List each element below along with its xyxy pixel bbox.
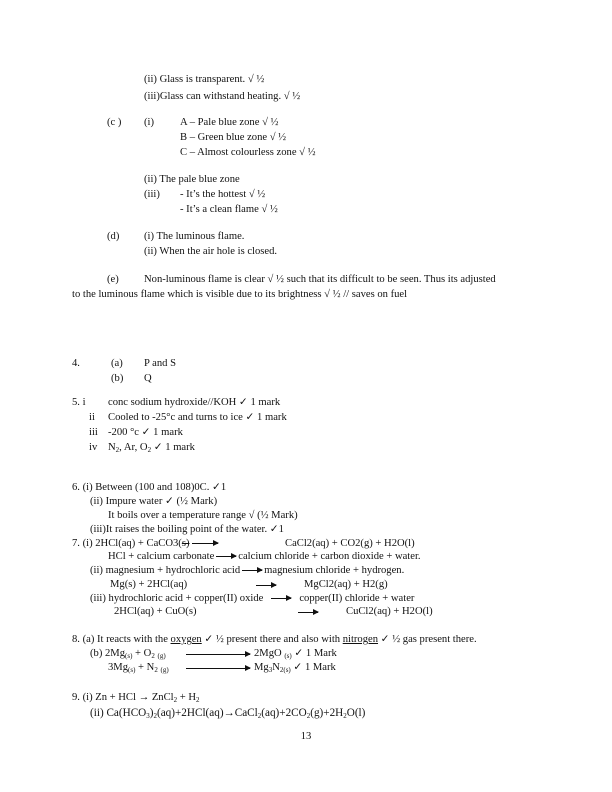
answer-3c-ii: (ii) The pale blue zone [144, 174, 240, 185]
arrow-icon [186, 668, 250, 669]
arrow-icon [271, 598, 291, 599]
question-5-number: 5. i [72, 397, 86, 408]
answer-3d-ii: (ii) When the air hole is closed. [144, 246, 278, 257]
label-5-ii: ii [89, 412, 95, 423]
answer-7-i-products: CaCl2(aq) + CO2(g) + H2O(l) [285, 538, 415, 549]
answer-3e-line2: to the luminous flame which is visible due to its brightness √ ½ // saves on fuel [72, 289, 408, 300]
label-5-iv: iv [89, 442, 98, 453]
arrow-icon [298, 612, 318, 613]
answer-8b-product: 2MgO $_{(s)}$ ✓ 1 Mark [254, 648, 337, 660]
answer-6-iii: (iii)It raises the boiling point of the water. ✓1 [90, 524, 284, 535]
label-3c-i: (i) [144, 117, 154, 128]
answer-6-ii: (ii) Impure water ✓ (½ Mark) [90, 496, 218, 507]
answer-4a: P and S [144, 358, 176, 369]
arrow-icon [192, 543, 218, 544]
answer-3d-i: (i) The luminous flame. [144, 231, 245, 242]
arrow-icon [186, 654, 250, 655]
answer-8a: 8. (a) It reacts with the oxygen ✓ ½ present there and also with nitrogen ✓ ½ gas present there. [72, 634, 477, 645]
answer-8b-reactants: (b) $2Mg_{(s)} + O_2$ $_{(g)}$ [90, 648, 166, 660]
answer-9-ii: (ii) $Ca(HCO_3)_2(aq)+2HCl(aq)\to CaCl_2(aq)+2CO_2(g)+2H_2O(l)$ [90, 707, 366, 720]
answer-3b-ii: (ii) Glass is transparent. √ ½ [144, 74, 265, 85]
answer-4b: Q [144, 373, 152, 384]
answer-5-ii: Cooled to -25°c and turns to ice ✓ 1 mark [108, 412, 287, 423]
answer-7-iii-equation-right: CuCl2(aq) + H2O(l) [346, 606, 433, 617]
answer-7-iii-equation-left: 2HCl(aq) + CuO(s) [114, 606, 197, 617]
answer-7-i-words: HCl + calcium carbonate calcium chloride + carbon dioxide + water. [108, 551, 421, 562]
answer-3c-zone-a: A – Pale blue zone √ ½ [180, 117, 279, 128]
answer-3e-line1: Non-luminous flame is clear √ ½ such that its difficult to be seen. Thus its adjusted [144, 274, 496, 285]
answer-8c-reactants: $3Mg_{(s)} + N_2$ $_{(g)}$ [108, 662, 169, 674]
answer-6-i: 6. (i) Between (100 and 108)0C. ✓1 [72, 482, 227, 493]
label-3e: (e) [107, 274, 119, 285]
answer-7-ii-equation-left: Mg(s) + 2HCl(aq) [110, 579, 188, 590]
answer-7-ii-equation-right: MgCl2(aq) + H2(g) [304, 579, 388, 590]
label-4b: (b) [111, 373, 124, 384]
arrow-icon [216, 556, 236, 557]
label-3c: (c ) [107, 117, 122, 128]
answer-7-iii-words: (iii) hydrochloric acid + copper(II) oxide copper(II) chloride + water [90, 593, 415, 604]
question-4-number: 4. [72, 358, 80, 369]
label-3d: (d) [107, 231, 120, 242]
label-4a: (a) [111, 358, 123, 369]
answer-5-iv: $N_2$, Ar, $O_2$ ✓ 1 mark [108, 442, 195, 454]
answer-8c-product: $Mg_3N_{2(s)}$ ✓ 1 Mark [254, 662, 336, 674]
answer-5-iii: -200 °c ✓ 1 mark [108, 427, 183, 438]
answer-3c-zone-b: B – Green blue zone √ ½ [180, 132, 287, 143]
label-5-iii: iii [89, 427, 98, 438]
answer-3c-zone-c: C – Almost colourless zone √ ½ [180, 147, 316, 158]
answer-3b-iii: (iii)Glass can withstand heating. √ ½ [144, 91, 301, 102]
arrow-icon [256, 585, 276, 586]
page-number: 13 [300, 731, 312, 742]
answer-5-i: conc sodium hydroxide//KOH ✓ 1 mark [108, 397, 281, 408]
label-3c-iii: (iii) [144, 189, 160, 200]
answer-3c-iii-a: - It’s the hottest √ ½ [180, 189, 266, 200]
answer-9-i: 9. (i) Zn + HCl → ZnCl$_2$ + $H_2$ [72, 692, 200, 704]
answer-7-i-equation: 7. (i) 2HCl(aq) + CaCO3(s) [72, 538, 220, 550]
answer-6-ii-b: It boils over a temperature range √ (½ Mark) [108, 510, 298, 521]
arrow-icon [242, 570, 262, 571]
answer-7-ii-words: (ii) magnesium + hydrochloric acid magnesium chloride + hydrogen. [90, 565, 405, 576]
answer-3c-iii-b: - It’s a clean flame √ ½ [180, 204, 278, 215]
